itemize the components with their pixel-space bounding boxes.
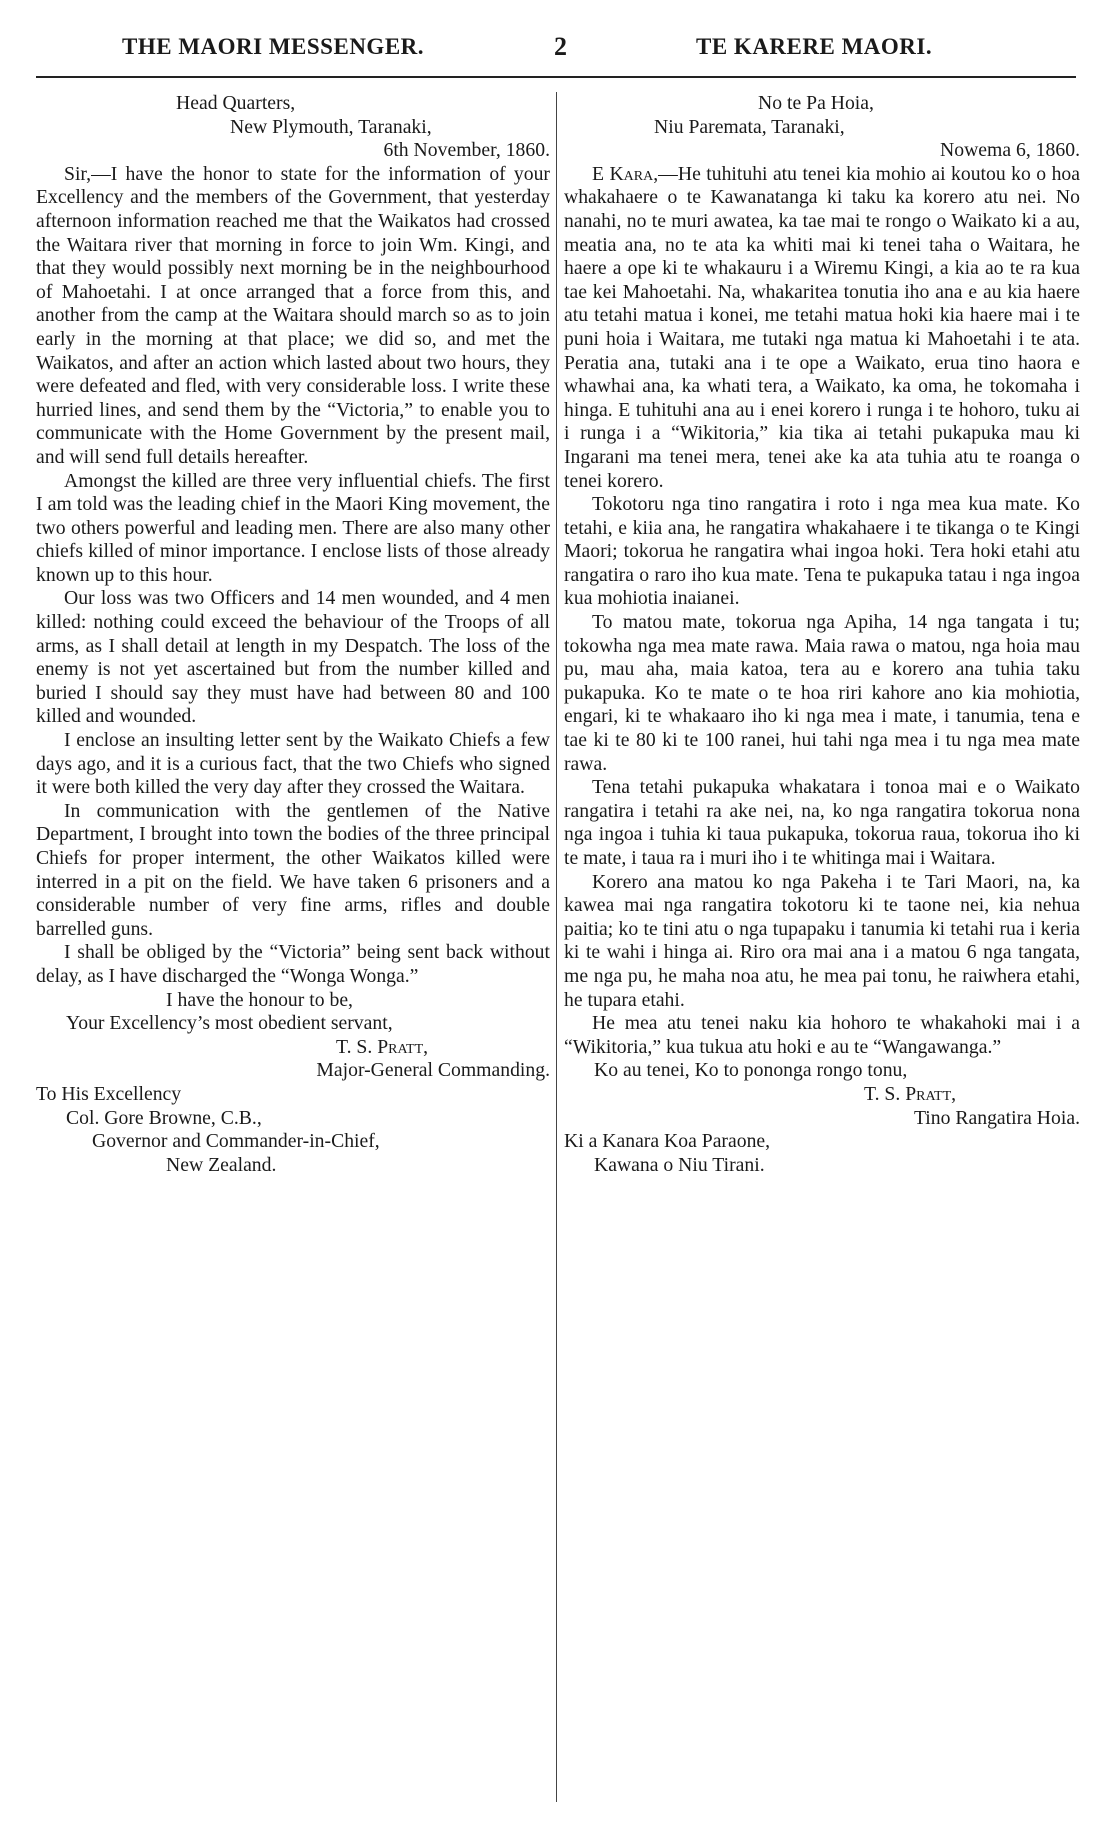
en-closing-2: Your Excellency’s most obedient servant, [66,1012,393,1035]
mi-paragraph-5: Korero ana matou ko nga Pakeha i te Tari Maori, na, ka kawea mai nga rangatira tokotoru ki te taone nei, kia nehua paitia; ko te tini atu o nga tupapaku i tanumia ki tetahi rua i keria ki te wahi i hinga ai. Riro ora mai ana i a matou 6 nga tangata, me nga pu, he maha noa atu, he mea pai tonu, he raiwhera etahi, he tupara etahi. [564,870,1080,1011]
mi-date: Nowema 6, 1860. [940,139,1080,162]
mi-signature: T. S. Pratt, [864,1082,957,1105]
en-paragraph-1: Sir,—I have the honor to state for the information of your Excellency and the members of the Government, that yesterday afternoon information reached me that the Waikatos had crossed the Waitara river that morning in force to join Wm. Kingi, and that they would possibly next morning be in the neighbourhood of Mahoetahi. I at once arranged that a force from this, and another from the camp at the Waitara should march so as to join early in the morning at that place; we did so, and met the Waikatos, and after an action which lasted about two hours, they were defeated and fled, with very considerable loss. I write these hurried lines, and send them by the “Victoria,” to enable you to communicate with the Home Government by the present mail, and will send full details hereafter. [36,162,550,468]
mi-salutation: E Kara, [592,162,659,185]
en-signature: T. S. Pratt, [336,1035,429,1058]
en-closing-1: I have the honour to be, [166,988,353,1011]
en-paragraph-4: I enclose an insulting letter sent by the Waikato Chiefs a few days ago, and it is a curious fact, that the two Chiefs who signed it were both killed the very day after they crossed the Waitara. [36,729,550,799]
header-rule [36,76,1076,78]
en-addressee-2: Col. Gore Browne, C.B., [66,1106,262,1129]
en-paragraph-5: In communication with the gentlemen of the Native Department, I brought into town the bodies of the three principal Chiefs for proper interment, the other Waikatos killed were interred in a pit on the field. We have taken 6 prisoners and a considerable number of very fine arms, rifles and double barrelled guns. [36,799,550,940]
mi-addressee-2: Kawana o Niu Tirani. [594,1153,765,1176]
mi-paragraph-6: He mea atu tenei naku kia hohoro te whakahoki mai i a “Wikitoria,” kua tukua atu hoki e au te “Wangawanga.” [564,1012,1080,1058]
en-date: 6th November, 1860. [383,139,550,162]
mi-closing: Ko au tenei, Ko to pononga rongo tonu, [594,1059,908,1082]
mi-address-line2: Niu Paremata, Taranaki, [654,115,845,138]
en-paragraph-6: I shall be obliged by the “Victoria” being sent back without delay, as I have discharged the “Wonga Wonga.” [36,941,550,987]
mi-paragraph-3: To matou mate, tokorua nga Apiha, 14 nga tangata i tu; tokowha nga mea mate rawa. Maia rawa o matou, nga hoia mau pu, mau aha, maia katoa, tera au e korero ana tuhia taku pukapuka. Ko te mate o te hoa riri kahore ano kia mohiotia, engari, ki te whakaaro iho ki nga mea i mate, i tanumia, tena e tae ki te 80 ki te 100 ranei, hui tahi nga mea i tu nga mea mate rawa. [564,611,1080,775]
header-title-english: THE MAORI MESSENGER. [122,34,425,59]
en-addressee-1: To His Excellency [36,1082,182,1105]
mi-paragraph-1 [564,163,1080,493]
en-addressee-3: Governor and Commander-in-Chief, [92,1130,380,1153]
en-address-line2: New Plymouth, Taranaki, [230,115,432,138]
en-signature-title: Major-General Commanding. [316,1059,550,1082]
mi-paragraph-2: Tokotoru nga tino rangatira i roto i nga mea kua mate. Ko tetahi, e kiia ana, he rangatira whakahaere i te tikanga o te Kingi Maori; tokorua he rangatira whai ingoa hoki. Tera hoki etahi atu rangatira o raro iho kua mate. Tena te pukapuka tatau i nga ingoa kua mohiotia inaianei. [564,493,1080,610]
en-address-line1: Head Quarters, [176,92,296,114]
mi-paragraph-4: Tena tetahi pukapuka whakatara i tonoa mai e o Waikato rangatira i tetahi ra ake nei, na, ko nga rangatira tokorua nona nga ingoa i tuhia ki taua pukapuka, tokorua raua, tokorua iho ki te mate, i taua ra i muri iho i te whitinga mai i Waitara. [564,776,1080,869]
column-divider [556,92,557,1802]
header-title-maori: TE KARERE MAORI. [696,34,933,59]
mi-address-line1: No te Pa Hoia, [758,92,874,114]
english-column [36,92,550,1177]
page-number: 2 [554,32,567,61]
mi-signature-title: Tino Rangatira Hoia. [913,1106,1080,1129]
mi-paragraph-1-text: —He tuhituhi atu tenei kia mohio ai koutou ko o hoa whakahaere o te Kawanatanga ki taku ka korero atu nei. No nanahi, no te muri awatea, ka tae mai te rongo o Waikato ki a au, meatia ana, no te ata ka whiti mai ki tenei taha o Waitara, he haere a ope ki te whakauru i a Wiremu Kingi, a kia ao te ra kua tae kei Mahoetahi. Na, whakaritea tonutia iho ana e au kia haere atu tetahi matua i konei, me tetahi matua hoki kia haere mai i te puni hoia i Waitara, me tutaki nga matua ki Mahoetahi i te ata. Peratia ana, tutaki ana i te ope a Waikato, erua tino haora e whawhai ana, ka whati tera, a Waikato, ka oma, he tokomaha i hinga. E tuhituhi ana au i enei korero i runga i te hohoro, tuku ai i runga i a “Wikitoria,” kia tika ai tetahi pukapuka mau ki Ingarani ma tenei mera, tenei ake ka ata tuhia atu te roanga o tenei korero. [564,162,1080,492]
page-header [36,34,1076,68]
mi-addressee-1: Ki a Kanara Koa Paraone, [564,1130,771,1153]
en-paragraph-2: Amongst the killed are three very influential chiefs. The first I am told was the leading chief in the Maori King movement, the two others powerful and leading men. There are also many other chiefs killed of minor importance. I enclose lists of those already known up to this hour. [36,469,550,586]
en-paragraph-3: Our loss was two Officers and 14 men wounded, and 4 men killed: nothing could exceed the behaviour of the Troops of all arms, as I shall detail at length in my Despatch. The loss of the enemy is not yet ascertained but from the number killed and buried I should say they must have had between 80 and 100 killed and wounded. [36,587,550,728]
maori-column [564,92,1080,1177]
en-addressee-4: New Zealand. [166,1153,277,1176]
